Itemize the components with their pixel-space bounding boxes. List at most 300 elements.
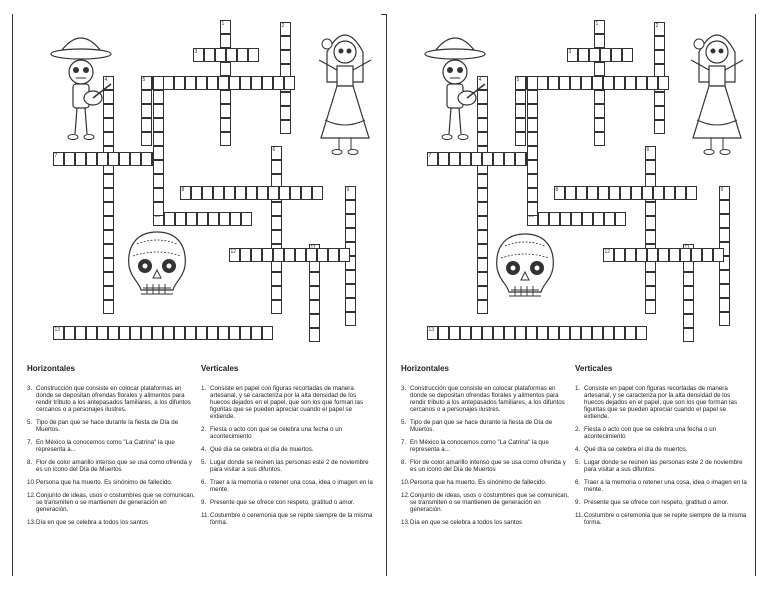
crossword-cell[interactable] xyxy=(719,284,730,298)
crossword-cell[interactable] xyxy=(174,326,185,340)
crossword-cell[interactable] xyxy=(527,76,538,90)
crossword-cell[interactable] xyxy=(527,160,538,174)
clue-number: 1. xyxy=(575,385,581,392)
crossword-cell[interactable] xyxy=(218,76,229,90)
crossword-cell[interactable] xyxy=(141,90,152,104)
crossword-cell[interactable] xyxy=(594,118,605,132)
grid-number: 7 xyxy=(428,152,432,159)
crossword-cell[interactable] xyxy=(603,326,614,340)
crossword-cell[interactable] xyxy=(438,326,449,340)
crossword-cell[interactable] xyxy=(683,300,694,314)
across-heading: Horizontales xyxy=(27,364,76,373)
crossword-cell[interactable] xyxy=(229,76,240,90)
across-clue xyxy=(27,385,199,413)
crossword-cell[interactable] xyxy=(548,76,559,90)
crossword-cell[interactable] xyxy=(220,118,231,132)
crossword-cell[interactable] xyxy=(309,300,320,314)
crossword-cell[interactable] xyxy=(683,286,694,300)
crossword-cell[interactable] xyxy=(309,286,320,300)
across-clues xyxy=(401,364,573,532)
crossword-cell[interactable] xyxy=(477,202,488,216)
crossword-cell[interactable] xyxy=(702,248,713,262)
crossword-cell[interactable] xyxy=(345,284,356,298)
crossword-cell[interactable] xyxy=(570,76,581,90)
crossword-cell[interactable] xyxy=(309,314,320,328)
crossword-cell[interactable] xyxy=(537,326,548,340)
crossword-cell[interactable] xyxy=(658,248,669,262)
crossword-cell[interactable] xyxy=(163,326,174,340)
clue-text: Presente que se ofrece con respeto, gratitud o amor. xyxy=(210,499,355,506)
crossword-cell[interactable] xyxy=(219,212,230,226)
crossword-cell[interactable] xyxy=(191,186,202,200)
crossword-cell[interactable] xyxy=(686,186,697,200)
crossword-cell[interactable] xyxy=(683,328,694,342)
crossword-cell[interactable] xyxy=(527,146,538,160)
clue-text: Lugar donde se reúnen las personas este 2 de noviembre para visitar a sus difuntos. xyxy=(584,459,743,473)
clue-text: Qué día se celebra el día de muertos. xyxy=(210,446,314,453)
crossword-cell[interactable] xyxy=(196,76,207,90)
crossword-cell[interactable] xyxy=(103,244,114,258)
crossword-cell[interactable] xyxy=(549,212,560,226)
crossword-cell[interactable] xyxy=(317,248,328,262)
crossword-cell[interactable] xyxy=(280,120,291,134)
clues-section xyxy=(13,364,381,574)
crossword-cell[interactable] xyxy=(271,202,282,216)
clue-number: 11. xyxy=(201,512,210,519)
crossword-cell[interactable] xyxy=(645,272,656,286)
crossword-cell[interactable] xyxy=(309,272,320,286)
crossword-cell[interactable] xyxy=(515,118,526,132)
crossword-cell[interactable] xyxy=(571,212,582,226)
across-clue xyxy=(27,459,199,473)
across-clue xyxy=(401,492,573,513)
crossword-cell[interactable] xyxy=(119,326,130,340)
crossword-cell[interactable] xyxy=(141,104,152,118)
clue-number: 5. xyxy=(575,459,581,466)
crossword-cell[interactable] xyxy=(636,326,647,340)
crossword-cell[interactable] xyxy=(164,212,175,226)
crossword-cell[interactable] xyxy=(537,76,548,90)
crossword-cell[interactable] xyxy=(273,248,284,262)
crossword-cell[interactable] xyxy=(196,326,207,340)
crossword-cell[interactable] xyxy=(719,312,730,326)
crossword-cell[interactable] xyxy=(654,50,665,64)
grid-number: 6 xyxy=(272,146,276,153)
crossword-cell[interactable] xyxy=(594,62,605,76)
crossword-cell[interactable] xyxy=(284,76,295,90)
crossword-cell[interactable] xyxy=(103,188,114,202)
crossword-cell[interactable] xyxy=(290,186,301,200)
crossword-cell[interactable] xyxy=(268,186,279,200)
crossword-cell[interactable] xyxy=(204,48,215,62)
crossword-cell[interactable] xyxy=(153,76,164,90)
grid-number: 6 xyxy=(646,146,650,153)
crossword-cell[interactable] xyxy=(642,186,653,200)
crossword-cell[interactable] xyxy=(271,286,282,300)
crossword-cell[interactable] xyxy=(713,248,724,262)
crossword-cell[interactable] xyxy=(477,244,488,258)
crossword-cell[interactable] xyxy=(631,186,642,200)
crossword-cell[interactable] xyxy=(482,326,493,340)
crossword-cell[interactable] xyxy=(654,36,665,50)
crossword-cell[interactable] xyxy=(581,76,592,90)
crossword-cell[interactable] xyxy=(603,76,614,90)
crossword-cell[interactable] xyxy=(103,272,114,286)
crossword-cell[interactable] xyxy=(75,152,86,166)
crossword-cell[interactable] xyxy=(218,326,229,340)
crossword-cell[interactable] xyxy=(130,326,141,340)
crossword-cell[interactable] xyxy=(220,132,231,146)
crossword-cell[interactable] xyxy=(103,258,114,272)
crossword-cell[interactable] xyxy=(620,186,631,200)
crossword-cell[interactable] xyxy=(560,212,571,226)
crossword-cell[interactable] xyxy=(213,186,224,200)
crossword-cell[interactable] xyxy=(153,174,164,188)
clue-number: 2. xyxy=(201,426,207,433)
crossword-cell[interactable] xyxy=(141,326,152,340)
crossword-cell[interactable] xyxy=(527,132,538,146)
crossword-cell[interactable] xyxy=(108,326,119,340)
crossword-cell[interactable] xyxy=(570,326,581,340)
crossword-cell[interactable] xyxy=(653,186,664,200)
crossword-cell[interactable] xyxy=(257,186,268,200)
crossword-cell[interactable] xyxy=(64,152,75,166)
crossword-cell[interactable] xyxy=(449,152,460,166)
crossword-cell[interactable] xyxy=(153,160,164,174)
crossword-cell[interactable] xyxy=(504,326,515,340)
crossword-cell[interactable] xyxy=(86,152,97,166)
skeleton-mariachi-icon xyxy=(49,26,113,146)
crossword-cell[interactable] xyxy=(594,34,605,48)
crossword-cell[interactable] xyxy=(345,298,356,312)
clue-number: 2. xyxy=(575,426,581,433)
crossword-cell[interactable] xyxy=(119,152,130,166)
crossword-cell[interactable] xyxy=(654,120,665,134)
crossword-cell[interactable] xyxy=(64,326,75,340)
crossword-cell[interactable] xyxy=(328,248,339,262)
crossword-cell[interactable] xyxy=(592,326,603,340)
crossword-cell[interactable] xyxy=(625,326,636,340)
crossword-cell[interactable] xyxy=(719,200,730,214)
crossword-cell[interactable] xyxy=(625,76,636,90)
clue-number: 6. xyxy=(575,479,581,486)
crossword-cell[interactable] xyxy=(477,286,488,300)
crossword-cell[interactable] xyxy=(301,186,312,200)
crossword-cell[interactable] xyxy=(215,48,226,62)
crossword-cell[interactable] xyxy=(615,212,626,226)
grid-number: 7 xyxy=(54,152,58,159)
crossword-cell[interactable] xyxy=(152,326,163,340)
crossword-cell[interactable] xyxy=(279,186,290,200)
down-clues xyxy=(201,364,373,532)
crossword-cell[interactable] xyxy=(675,186,686,200)
clue-number: 11. xyxy=(575,512,584,519)
clue-number: 10. xyxy=(401,479,410,486)
crossword-cell[interactable] xyxy=(482,152,493,166)
crossword-cell[interactable] xyxy=(493,152,504,166)
crossword-cell[interactable] xyxy=(251,248,262,262)
crossword-cell[interactable] xyxy=(224,186,235,200)
crossword-cell[interactable] xyxy=(235,186,246,200)
crossword-cell[interactable] xyxy=(262,248,273,262)
crossword-cell[interactable] xyxy=(477,258,488,272)
crossword-cell[interactable] xyxy=(477,300,488,314)
catrina-icon xyxy=(313,20,377,158)
crossword-cell[interactable] xyxy=(251,326,262,340)
crossword-cell[interactable] xyxy=(103,216,114,230)
crossword-cell[interactable] xyxy=(153,118,164,132)
crossword-cell[interactable] xyxy=(153,188,164,202)
crossword-cell[interactable] xyxy=(645,230,656,244)
crossword-cell[interactable] xyxy=(582,212,593,226)
crossword-cell[interactable] xyxy=(559,326,570,340)
grid-number: 5 xyxy=(516,76,520,83)
crossword-cell[interactable] xyxy=(271,160,282,174)
crossword-cell[interactable] xyxy=(669,248,680,262)
grid-number: 4 xyxy=(104,76,108,83)
crossword-cell[interactable] xyxy=(153,202,164,216)
across-clue xyxy=(27,419,199,433)
crossword-cell[interactable] xyxy=(153,132,164,146)
crossword-cell[interactable] xyxy=(103,286,114,300)
crossword-cell[interactable] xyxy=(477,216,488,230)
crossword-cell[interactable] xyxy=(86,326,97,340)
grid-number: 12 xyxy=(604,248,611,255)
crossword-cell[interactable] xyxy=(271,230,282,244)
crossword-cell[interactable] xyxy=(527,118,538,132)
crossword-cell[interactable] xyxy=(280,36,291,50)
across-clue xyxy=(401,385,573,413)
crossword-cell[interactable] xyxy=(220,104,231,118)
crossword-cell[interactable] xyxy=(103,174,114,188)
crossword-cell[interactable] xyxy=(683,314,694,328)
crossword-cell[interactable] xyxy=(594,132,605,146)
crossword-cell[interactable] xyxy=(262,76,273,90)
crossword-cell[interactable] xyxy=(262,326,273,340)
crossword-cell[interactable] xyxy=(581,326,592,340)
down-clue xyxy=(575,459,747,473)
crossword-cell[interactable] xyxy=(246,186,257,200)
crossword-cell[interactable] xyxy=(477,272,488,286)
crossword-cell[interactable] xyxy=(220,62,231,76)
crossword-cell[interactable] xyxy=(153,104,164,118)
crossword-cell[interactable] xyxy=(477,174,488,188)
crossword-cell[interactable] xyxy=(237,48,248,62)
crossword-cell[interactable] xyxy=(598,186,609,200)
crossword-cell[interactable] xyxy=(345,228,356,242)
crossword-cell[interactable] xyxy=(594,104,605,118)
clue-text: Lugar donde se reúnen las personas este 2 de noviembre para visitar a sus difuntos. xyxy=(210,459,369,473)
crossword-cell[interactable] xyxy=(97,326,108,340)
clue-text: En México la conocemos como "La Catrina" la que representa a... xyxy=(410,439,549,453)
crossword-cell[interactable] xyxy=(527,104,538,118)
crossword-cell[interactable] xyxy=(141,152,152,166)
crossword-cell[interactable] xyxy=(273,76,284,90)
crossword-cell[interactable] xyxy=(515,90,526,104)
crossword-cell[interactable] xyxy=(240,326,251,340)
crossword-cell[interactable] xyxy=(515,132,526,146)
crossword-cell[interactable] xyxy=(594,90,605,104)
crossword-cell[interactable] xyxy=(654,106,665,120)
crossword-cell[interactable] xyxy=(538,212,549,226)
crossword-cell[interactable] xyxy=(186,212,197,226)
crossword-cell[interactable] xyxy=(248,48,259,62)
crossword-cell[interactable] xyxy=(230,212,241,226)
crossword-cell[interactable] xyxy=(130,152,141,166)
crossword-cell[interactable] xyxy=(345,312,356,326)
crossword-cell[interactable] xyxy=(460,326,471,340)
crossword-cell[interactable] xyxy=(153,90,164,104)
crossword-cell[interactable] xyxy=(280,106,291,120)
crossword-cell[interactable] xyxy=(477,188,488,202)
crossword-cell[interactable] xyxy=(719,270,730,284)
crossword-cell[interactable] xyxy=(589,48,600,62)
crossword-cell[interactable] xyxy=(449,326,460,340)
crossword-cell[interactable] xyxy=(645,286,656,300)
crossword-cell[interactable] xyxy=(647,248,658,262)
crossword-cell[interactable] xyxy=(515,104,526,118)
down-clue xyxy=(201,479,373,493)
crossword-cell[interactable] xyxy=(175,212,186,226)
crossword-cell[interactable] xyxy=(719,298,730,312)
crossword-cell[interactable] xyxy=(141,132,152,146)
clue-number: 13. xyxy=(27,519,36,526)
crossword-cell[interactable] xyxy=(647,76,658,90)
crossword-cell[interactable] xyxy=(141,118,152,132)
crossword-cell[interactable] xyxy=(548,326,559,340)
crossword-cell[interactable] xyxy=(719,228,730,242)
crossword-cell[interactable] xyxy=(174,76,185,90)
crossword-cell[interactable] xyxy=(593,212,604,226)
crossword-cell[interactable] xyxy=(271,272,282,286)
across-clues xyxy=(27,364,199,532)
crossword-cell[interactable] xyxy=(578,48,589,62)
crossword-cell[interactable] xyxy=(565,186,576,200)
crossword-cell[interactable] xyxy=(197,212,208,226)
crossword-cell[interactable] xyxy=(306,248,317,262)
clue-text: Fiesta o acto con que se celebra una fecha o un acontecimiento xyxy=(584,426,717,440)
grid-number: 1 xyxy=(595,20,599,27)
crossword-cell[interactable] xyxy=(339,248,350,262)
crossword-cell[interactable] xyxy=(185,326,196,340)
crossword-cell[interactable] xyxy=(683,272,694,286)
crossword-cell[interactable] xyxy=(460,152,471,166)
crossword-cell[interactable] xyxy=(202,186,213,200)
crossword-cell[interactable] xyxy=(614,248,625,262)
crossword-cell[interactable] xyxy=(645,300,656,314)
clue-number: 10. xyxy=(27,479,36,486)
crossword-cell[interactable] xyxy=(645,160,656,174)
crossword-cell[interactable] xyxy=(493,326,504,340)
crossword-cell[interactable] xyxy=(664,186,675,200)
crossword-cell[interactable] xyxy=(587,186,598,200)
crossword-cell[interactable] xyxy=(645,216,656,230)
crossword-cell[interactable] xyxy=(625,248,636,262)
crossword-cell[interactable] xyxy=(312,186,323,200)
crossword-cell[interactable] xyxy=(295,248,306,262)
crossword-cell[interactable] xyxy=(658,76,669,90)
crossword-cell[interactable] xyxy=(527,174,538,188)
clue-number: 6. xyxy=(201,479,207,486)
clue-number: 5. xyxy=(27,419,33,426)
crossword-cell[interactable] xyxy=(636,248,647,262)
crossword-cell[interactable] xyxy=(645,202,656,216)
crossword-cell[interactable] xyxy=(103,230,114,244)
crossword-cell[interactable] xyxy=(280,50,291,64)
crossword-cell[interactable] xyxy=(345,270,356,284)
crossword-cell[interactable] xyxy=(611,48,622,62)
crossword-cell[interactable] xyxy=(220,90,231,104)
crossword-cell[interactable] xyxy=(604,212,615,226)
crossword-cell[interactable] xyxy=(280,92,291,106)
crossword-cell[interactable] xyxy=(108,152,119,166)
crossword-cell[interactable] xyxy=(75,326,86,340)
crossword-cell[interactable] xyxy=(207,326,218,340)
crossword-cell[interactable] xyxy=(345,214,356,228)
crossword-cell[interactable] xyxy=(527,90,538,104)
crossword-cell[interactable] xyxy=(251,76,262,90)
crossword-cell[interactable] xyxy=(515,326,526,340)
crossword-cell[interactable] xyxy=(527,202,538,216)
crossword-cell[interactable] xyxy=(345,200,356,214)
crossword-cell[interactable] xyxy=(614,326,625,340)
crossword-cell[interactable] xyxy=(609,186,620,200)
clue-text: Consiste en papel con figuras recortadas de manera artesanal, y se caracteriza por la alta densidad de los huecos dejados en el papel, que son los que forman las figuritas que se pueden apreciar cuando el papel se extiende. xyxy=(584,385,738,420)
crossword-cell[interactable] xyxy=(103,202,114,216)
crossword-cell[interactable] xyxy=(284,248,295,262)
crossword-cell[interactable] xyxy=(600,48,611,62)
crossword-cell[interactable] xyxy=(680,248,691,262)
down-clue xyxy=(201,426,373,440)
crossword-cell[interactable] xyxy=(654,92,665,106)
crossword-cell[interactable] xyxy=(220,34,231,48)
crossword-cell[interactable] xyxy=(163,76,174,90)
crossword-cell[interactable] xyxy=(592,76,603,90)
crossword-cell[interactable] xyxy=(471,152,482,166)
crossword-cell[interactable] xyxy=(271,216,282,230)
crossword-cell[interactable] xyxy=(559,76,570,90)
crossword-cell[interactable] xyxy=(153,146,164,160)
crossword-cell[interactable] xyxy=(229,326,240,340)
crossword-cell[interactable] xyxy=(526,326,537,340)
crossword-cell[interactable] xyxy=(226,48,237,62)
crossword-cell[interactable] xyxy=(208,212,219,226)
crossword-cell[interactable] xyxy=(515,152,526,166)
crossword-cell[interactable] xyxy=(271,300,282,314)
crossword-cell[interactable] xyxy=(691,248,702,262)
clue-text: Tipo de pan que se hace durante la fiesta de Día de Muertos. xyxy=(410,419,553,433)
crossword-cell[interactable] xyxy=(207,76,218,90)
across-heading: Horizontales xyxy=(401,364,450,373)
crossword-cell[interactable] xyxy=(614,76,625,90)
crossword-cell[interactable] xyxy=(471,326,482,340)
crossword-cell[interactable] xyxy=(97,152,108,166)
crossword-cell[interactable] xyxy=(527,188,538,202)
crossword-cell[interactable] xyxy=(240,76,251,90)
crossword-cell[interactable] xyxy=(576,186,587,200)
crossword-cell[interactable] xyxy=(622,48,633,62)
crossword-cell[interactable] xyxy=(504,152,515,166)
crossword-cell[interactable] xyxy=(103,300,114,314)
crossword-cell[interactable] xyxy=(438,152,449,166)
crossword-cell[interactable] xyxy=(636,76,647,90)
crossword-cell[interactable] xyxy=(719,214,730,228)
crossword-cell[interactable] xyxy=(185,76,196,90)
crossword-cell[interactable] xyxy=(241,212,252,226)
crossword-cell[interactable] xyxy=(309,328,320,342)
crossword-cell[interactable] xyxy=(240,248,251,262)
crossword-cell[interactable] xyxy=(477,230,488,244)
